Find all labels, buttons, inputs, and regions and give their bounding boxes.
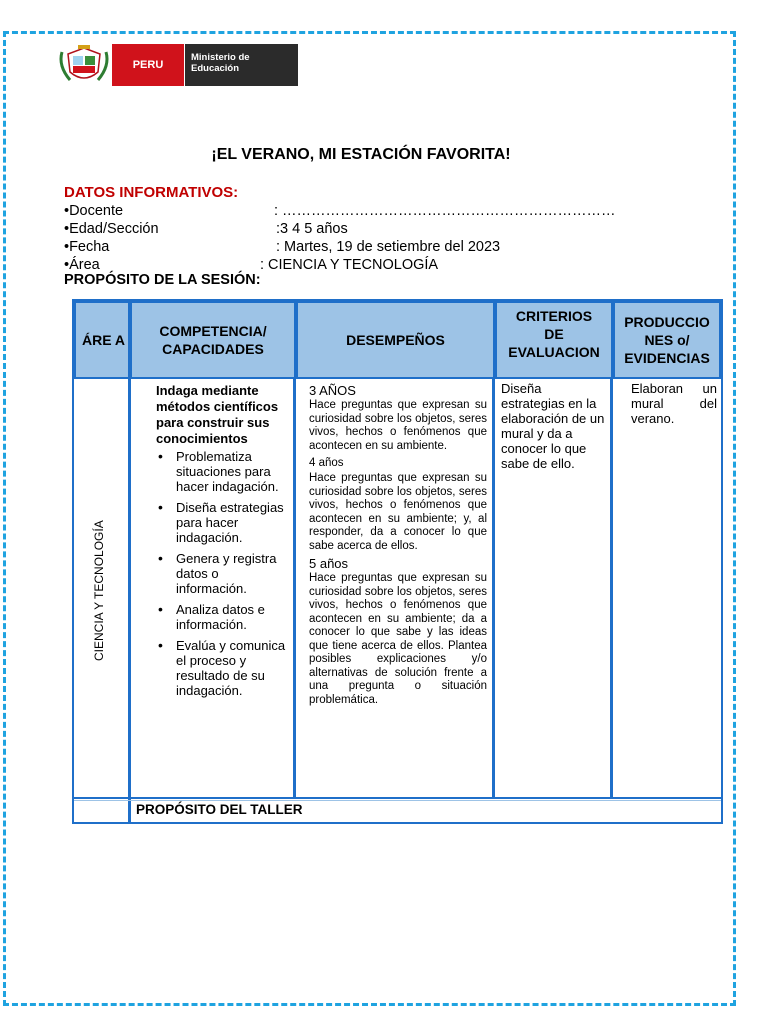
list-item: • Genera y registra datos o información. [156, 551, 286, 596]
criterios-cell: Diseña estrategias en la elaboración de un mural y da a conocer lo que sabe de ello. [501, 381, 605, 471]
list-item: • Diseña estrategias para hacer indagación. [156, 500, 286, 545]
area-value: CIENCIA Y TECNOLOGÍA [92, 520, 106, 661]
info-row-edad [64, 220, 684, 238]
list-item: • Problematiza situaciones para hacer indagación. [156, 449, 286, 494]
header-producciones: PRODUCCIO NES o/ EVIDENCIAS [613, 301, 721, 379]
age-label: 3 AÑOS [309, 383, 356, 398]
datos-informativos [64, 184, 684, 274]
list-item: • Evalúa y comunica el proceso y resultado de su indagación. [156, 638, 286, 698]
capacidades-list [156, 449, 286, 698]
coat-of-arms-icon [56, 44, 112, 86]
info-label: •Área [64, 257, 100, 273]
info-value: :3 4 5 años [276, 221, 348, 237]
ministry-label-line2: Educación [191, 63, 240, 74]
ministry-logo [56, 44, 298, 86]
page-title: ¡EL VERANO, MI ESTACIÓN FAVORITA! [211, 146, 511, 163]
competencia-cell [156, 383, 286, 704]
row-divider [74, 797, 721, 801]
desempeno-text: Hace preguntas que expresan su curiosidad sobre los objetos, seres vivos, hechos o fenómenos que acontecen en su ambiente; y, al responder, da a conocer lo que sabe acerca de ellos. [309, 472, 487, 552]
session-table [72, 299, 723, 824]
header-competencia: COMPETENCIA/ CAPACIDADES [130, 301, 296, 379]
desempenos-cell [309, 382, 487, 707]
info-value: : CIENCIA Y TECNOLOGÍA [260, 257, 439, 273]
competencia-title: Indaga mediante métodos científicos para construir sus conocimientos [156, 383, 279, 446]
info-value: : Martes, 19 de setiembre del 2023 [276, 239, 501, 255]
info-label: •Fecha [64, 239, 110, 255]
desempeno-text: Hace preguntas que expresan su curiosidad sobre los objetos, seres vivos, hechos o fenómenos que acontecen en su ambiente; da a conocer lo que sabe y las ideas que tiene acerca de ellos. Plantea posibles explicaciones y/o alternativas de solución frente a una pregunta o situación problemática. [309, 572, 487, 706]
header-area: ÁRE A [74, 301, 130, 379]
header-criterios: CRITERIOS DE EVALUACION [495, 301, 613, 379]
age-label: 4 años [309, 457, 344, 469]
info-label: •Docente [64, 203, 124, 219]
taller-heading: PROPÓSITO DEL TALLER [136, 802, 303, 817]
header-desempenos: DESEMPEÑOS [296, 301, 495, 379]
column-divider [128, 301, 131, 822]
column-divider [610, 379, 613, 799]
ministry-label-line1: Ministerio de [191, 52, 250, 63]
peru-label: PERU [112, 44, 184, 86]
info-label: •Edad/Sección [64, 221, 159, 237]
purpose-heading: PROPÓSITO DE LA SESIÓN: [64, 272, 261, 288]
info-value: : …………………………………………………………… [274, 203, 616, 219]
column-divider [492, 379, 495, 799]
info-row-fecha [64, 238, 684, 256]
age-label: 5 años [309, 556, 349, 571]
datos-heading: DATOS INFORMATIVOS: [64, 184, 239, 201]
info-row-docente [64, 202, 684, 220]
desempeno-text: Hace preguntas que expresan su curiosidad sobre los objetos, seres vivos, hechos o fenómenos que acontecen en su ambiente. [309, 399, 487, 452]
ministry-label [184, 44, 298, 86]
list-item: • Analiza datos e información. [156, 602, 286, 632]
column-divider [293, 379, 296, 799]
producciones-cell: Elaboran un mural del verano. [631, 381, 717, 426]
